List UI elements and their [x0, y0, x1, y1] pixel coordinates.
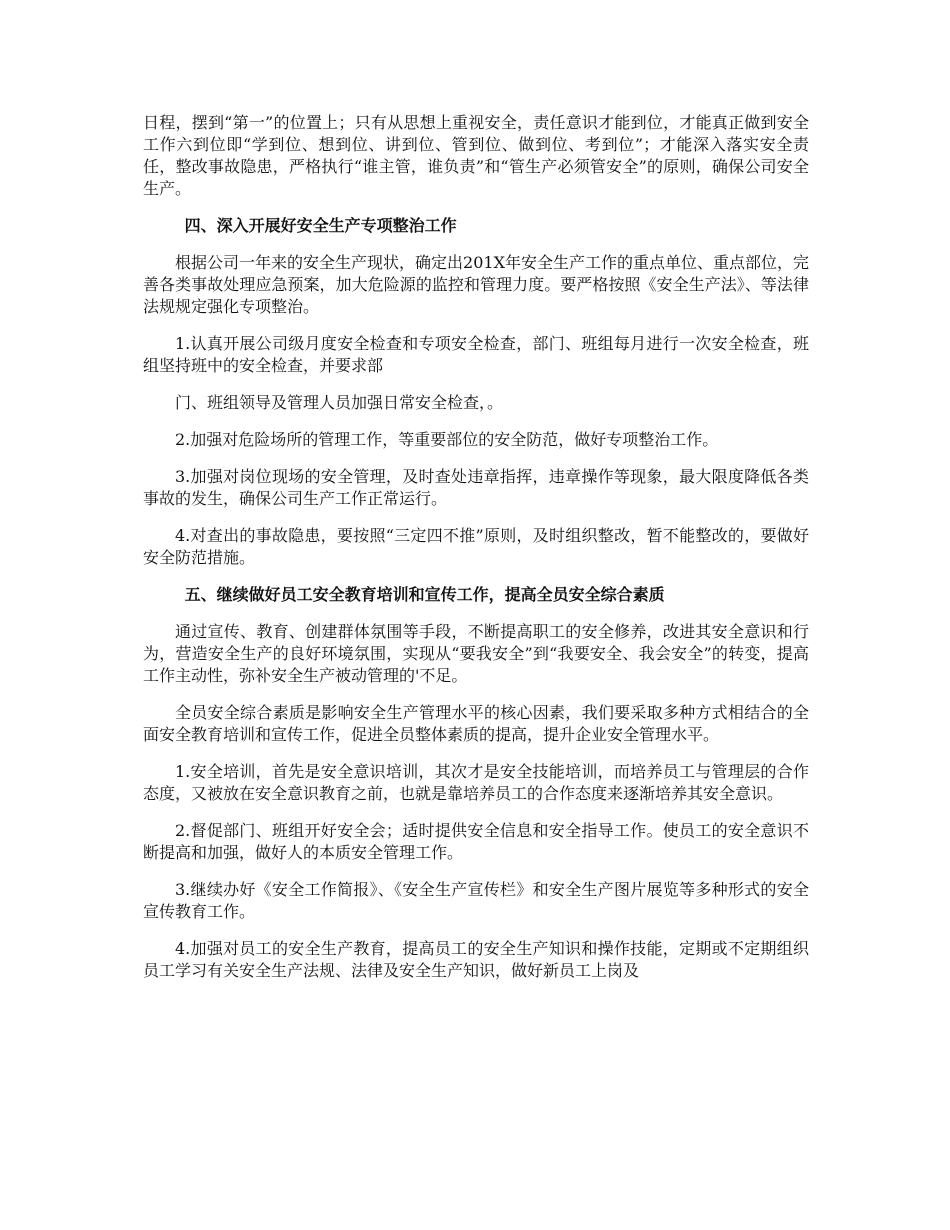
list-item-1: 1.安全培训，首先是安全意识培训，其次才是安全技能培训，而培养员工与管理层的合作态度，又被放在安全意识教育之前，也就是靠培养员工的合作态度来逐渐培养其安全意识。: [143, 762, 809, 803]
list-item-4: 4.对查出的事故隐患，要按照“三定四不推”原则，及时组织整改，暂不能整改的，要做好安全防范措施。: [143, 526, 809, 567]
list-item-2: 2.加强对危险场所的管理工作，等重要部位的安全防范，做好专项整治工作。: [175, 430, 719, 449]
paragraph: 通过宣传、教育、创建群体氛围等手段，不断提高职工的安全修养，改进其安全意识和行为，营造安全生产的良好环境氛围，实现从“要我安全”到“我要安全、我会安全”的转变，提高工作主动性，弥补安全生产被动管理的'不足。: [143, 622, 809, 685]
document-page: [143, 112, 809, 997]
paragraph-continuation: 日程，摆到“第一”的位置上；只有从思想上重视安全，责任意识才能到位，才能真正做到安全工作六到位即“学到位、想到位、讲到位、管到位、做到位、考到位”；才能深入落实安全责任，整改事故隐患，严格执行“谁主管，谁负责”和“管生产必须管安全”的原则，确保公司安全生产。: [143, 113, 809, 198]
list-item-4: 4.加强对员工的安全生产教育，提高员工的安全生产知识和操作技能，定期或不定期组织员工学习有关安全生产法规、法律及安全生产知识，做好新员工上岗及: [143, 939, 809, 980]
paragraph: 门、班组领导及管理人员加强日常安全检查，。: [175, 393, 504, 412]
section-heading-5: 五、继续做好员工安全教育培训和宣传工作，提高全员安全综合素质: [184, 585, 665, 604]
list-item-2: 2.督促部门、班组开好安全会；适时提供安全信息和安全指导工作。使员工的安全意识不断提高和加强，做好人的本质安全管理工作。: [143, 821, 809, 862]
list-item-3: 3.继续办好《安全工作简报》、《安全生产宣传栏》和安全生产图片展览等多种形式的安全宣传教育工作。: [143, 880, 809, 921]
section-heading-4: 四、深入开展好安全生产专项整治工作: [184, 216, 457, 235]
paragraph: 全员安全综合素质是影响安全生产管理水平的核心因素，我们要采取多种方式相结合的全面安全教育培训和宣传工作，促进全员整体素质的提高，提升企业安全管理水平。: [143, 703, 809, 744]
list-item-3: 3.加强对岗位现场的安全管理，及时查处违章指挥，违章操作等现象，最大限度降低各类事故的发生，确保公司生产工作正常运行。: [143, 467, 809, 508]
list-item-1: 1.认真开展公司级月度安全检查和专项安全检查，部门、班组每月进行一次安全检查，班组坚持班中的安全检查，并要求部: [143, 334, 809, 375]
paragraph: 根据公司一年来的安全生产现状，确定出201X年安全生产工作的重点单位、重点部位，完善各类事故处理应急预案，加大危险源的监控和管理力度。要严格按照《安全生产法》、等法律法规规定强化专项整治。: [143, 253, 809, 316]
